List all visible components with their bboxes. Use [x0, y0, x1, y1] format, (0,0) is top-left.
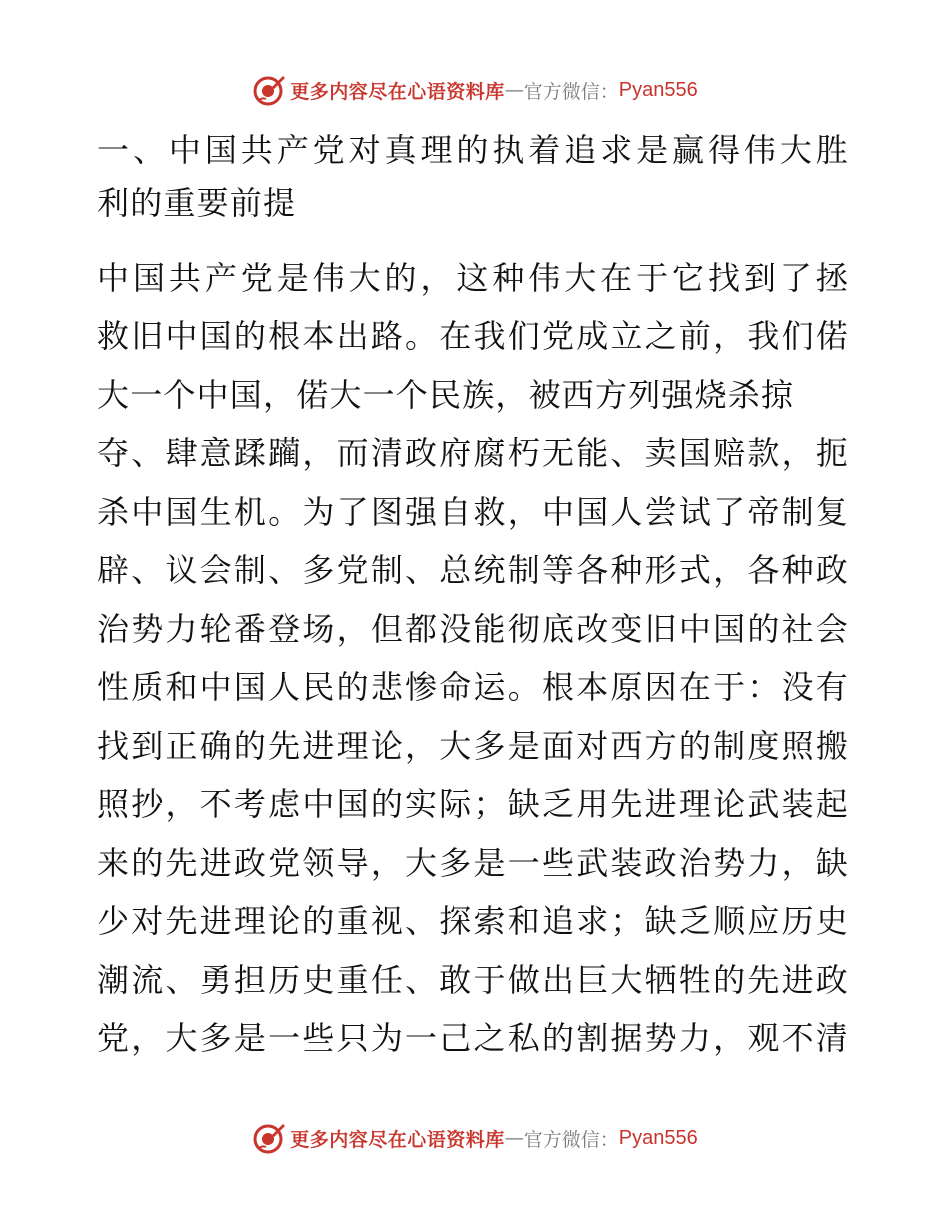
body-line-12: 少对先进理论的重视、探索和追求；缺乏顺应历史	[97, 902, 849, 940]
banner-brand-text: 更多内容尽在心语资料库	[290, 1128, 505, 1151]
brush-logo-icon	[252, 1121, 286, 1155]
body-line-4: 夺、肆意蹂躏，而清政府腐朽无能、卖国赔款，扼	[97, 434, 849, 472]
banner-separator: —	[504, 1127, 524, 1149]
body-line-2: 救旧中国的根本出路。在我们党成立之前，我们偌	[97, 317, 849, 355]
banner-wechat-handle: Pyan556	[618, 78, 698, 101]
body-line-7: 治势力轮番登场，但都没能彻底改变旧中国的社会	[97, 610, 849, 648]
body-line-3: 大一个中国，偌大一个民族，被西方列强烧杀掠	[97, 376, 795, 414]
banner-wechat-label: 官方微信：	[523, 1128, 619, 1151]
banner-wechat-label: 官方微信：	[523, 80, 619, 103]
body-line-1: 中国共产党是伟大的，这种伟大在于它找到了拯	[97, 259, 849, 297]
heading-line-2: 利的重要前提	[97, 184, 297, 222]
body-line-8: 性质和中国人民的悲惨命运。根本原因在于：没有	[97, 668, 849, 706]
heading-line-1: 一、中国共产党对真理的执着追求是赢得伟大胜	[97, 131, 849, 169]
banner-separator: —	[504, 79, 524, 101]
footer-banner	[0, 1118, 950, 1158]
banner-wechat-handle: Pyan556	[618, 1126, 698, 1149]
body-line-9: 找到正确的先进理论，大多是面对西方的制度照搬	[97, 727, 849, 765]
header-banner	[0, 70, 950, 110]
body-line-14: 党，大多是一些只为一己之私的割据势力，观不清	[97, 1019, 849, 1057]
body-line-11: 来的先进政党领导，大多是一些武装政治势力，缺	[97, 844, 849, 882]
body-line-13: 潮流、勇担历史重任、敢于做出巨大牺牲的先进政	[97, 961, 849, 999]
body-line-5: 杀中国生机。为了图强自救，中国人尝试了帝制复	[97, 493, 849, 531]
banner-brand-text: 更多内容尽在心语资料库	[290, 80, 505, 103]
brush-logo-icon	[252, 73, 286, 107]
body-line-10: 照抄，不考虑中国的实际；缺乏用先进理论武装起	[97, 785, 849, 823]
body-line-6: 辟、议会制、多党制、总统制等各种形式，各种政	[97, 551, 849, 589]
